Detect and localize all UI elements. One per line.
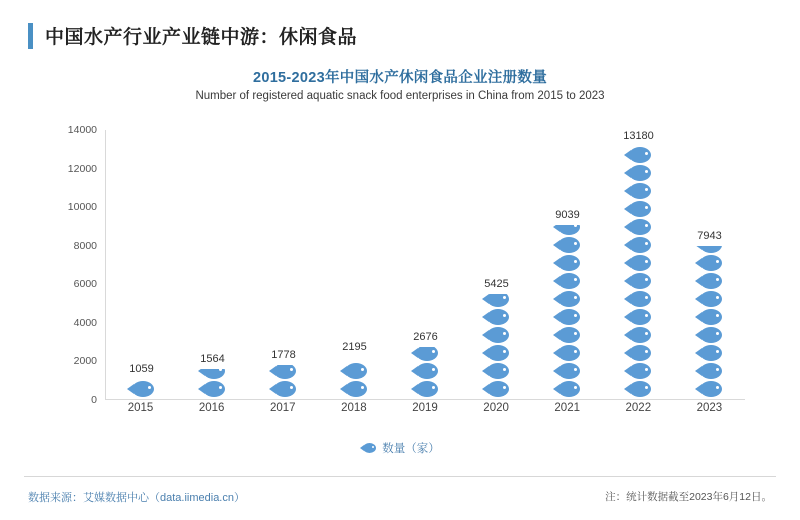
fish-icon xyxy=(624,219,654,235)
y-axis-tick: 2000 xyxy=(73,355,97,368)
fish-icon xyxy=(198,369,228,379)
fish-icon xyxy=(695,246,725,253)
bar-series xyxy=(106,130,745,399)
fish-icon xyxy=(695,381,725,397)
fish-icon xyxy=(411,363,441,379)
bar[interactable] xyxy=(693,246,727,399)
fish-icon xyxy=(360,443,376,453)
y-axis-tick: 12000 xyxy=(67,162,97,175)
fish-icon xyxy=(482,327,512,343)
bar-slot[interactable] xyxy=(532,130,603,399)
bar-slot[interactable] xyxy=(390,130,461,399)
bar-value-label: 2676 xyxy=(413,331,438,344)
footer-divider xyxy=(24,476,776,477)
bar[interactable] xyxy=(338,357,372,399)
fish-icon xyxy=(482,381,512,397)
bar[interactable] xyxy=(409,347,443,399)
fish-icon xyxy=(624,183,654,199)
fish-icon xyxy=(269,381,299,397)
fish-icon xyxy=(553,309,583,325)
fish-icon xyxy=(553,255,583,271)
fish-icon xyxy=(624,381,654,397)
fish-icon xyxy=(553,363,583,379)
chart-legend xyxy=(0,440,800,456)
fish-icon xyxy=(624,201,654,217)
x-axis-tick: 2017 xyxy=(269,402,296,414)
bar-slot[interactable] xyxy=(106,130,177,399)
bar[interactable] xyxy=(551,225,585,399)
y-axis-tick: 8000 xyxy=(73,239,97,252)
fish-icon xyxy=(695,345,725,361)
fish-icon xyxy=(624,237,654,253)
fish-icon xyxy=(624,147,654,163)
bar-value-label: 2195 xyxy=(342,340,367,353)
bar[interactable] xyxy=(267,365,301,399)
chart-title: 2015-2023年中国水产休闲食品企业注册数量 xyxy=(252,70,548,86)
fish-icon xyxy=(624,327,654,343)
y-axis-tick: 0 xyxy=(91,394,97,406)
fish-icon xyxy=(198,381,228,397)
fish-icon xyxy=(553,345,583,361)
bar-value-label: 13180 xyxy=(623,130,654,142)
fish-icon xyxy=(695,327,725,343)
fish-icon xyxy=(695,291,725,307)
fish-icon xyxy=(624,291,654,307)
bar[interactable] xyxy=(196,369,230,399)
x-axis-tick: 2020 xyxy=(483,402,509,414)
fish-icon xyxy=(127,381,157,397)
page-header xyxy=(28,22,357,49)
bar-value-label: 5425 xyxy=(484,278,509,291)
y-axis-tick: 14000 xyxy=(67,124,97,136)
footer-note: 注：统计数据截至2023年6月12日。 xyxy=(605,491,772,503)
fish-icon xyxy=(553,273,583,289)
bar-value-label: 9039 xyxy=(555,208,580,221)
bar-slot[interactable] xyxy=(674,130,745,399)
x-axis-tick: 2019 xyxy=(412,402,438,414)
x-axis-tick: 2021 xyxy=(554,402,580,414)
fish-icon xyxy=(482,345,512,361)
footer-source: 数据来源：艾媒数据中心（data.iimedia.cn） xyxy=(28,492,245,504)
x-axis-tick: 2022 xyxy=(625,402,652,414)
bar-value-label: 7943 xyxy=(697,229,722,242)
legend-label: 数量（家） xyxy=(382,443,440,455)
bar[interactable] xyxy=(480,294,514,399)
header-accent-bar xyxy=(28,23,33,49)
x-axis xyxy=(105,402,745,414)
plot-area xyxy=(55,124,745,420)
fish-icon xyxy=(482,363,512,379)
fish-icon xyxy=(553,291,583,307)
fish-icon xyxy=(269,365,299,379)
fish-icon xyxy=(482,294,512,307)
y-axis-tick: 10000 xyxy=(67,201,97,214)
fish-icon xyxy=(695,273,725,289)
y-axis xyxy=(55,124,103,406)
x-axis-tick: 2023 xyxy=(696,402,723,414)
bar-slot[interactable] xyxy=(319,130,390,399)
fish-icon xyxy=(340,363,370,379)
page-title: 中国水产行业产业链中游：休闲食品 xyxy=(45,27,358,48)
fish-icon xyxy=(624,363,654,379)
fish-icon xyxy=(553,381,583,397)
fish-icon xyxy=(695,309,725,325)
fish-icon xyxy=(553,327,583,343)
bar[interactable] xyxy=(622,146,656,399)
x-axis-tick: 2015 xyxy=(127,402,154,414)
fish-icon xyxy=(482,309,512,325)
fish-icon xyxy=(624,165,654,181)
y-axis-tick: 6000 xyxy=(73,278,97,291)
bar-value-label: 1778 xyxy=(271,348,296,361)
fish-icon xyxy=(411,381,441,397)
fish-icon xyxy=(411,347,441,361)
y-axis-tick: 4000 xyxy=(73,316,97,329)
fish-icon xyxy=(553,237,583,253)
bar-slot[interactable] xyxy=(603,130,674,399)
bar-slot[interactable] xyxy=(177,130,248,399)
x-axis-tick: 2016 xyxy=(198,402,225,414)
fish-icon xyxy=(695,255,725,271)
fish-icon xyxy=(624,309,654,325)
bar[interactable] xyxy=(125,379,159,399)
fish-icon xyxy=(624,255,654,271)
plot-canvas xyxy=(105,130,745,400)
bar-slot[interactable] xyxy=(461,130,532,399)
chart-subtitle: Number of registered aquatic snack food enterprises in China from 2015 to 2023 xyxy=(195,90,605,102)
bar-slot[interactable] xyxy=(248,130,319,399)
bar-value-label: 1059 xyxy=(129,362,154,375)
fish-icon xyxy=(695,363,725,379)
fish-icon xyxy=(553,225,583,235)
fish-icon xyxy=(624,345,654,361)
x-axis-tick: 2018 xyxy=(341,402,367,414)
fish-icon xyxy=(624,273,654,289)
bar-value-label: 1564 xyxy=(200,352,225,365)
fish-icon xyxy=(340,381,370,397)
